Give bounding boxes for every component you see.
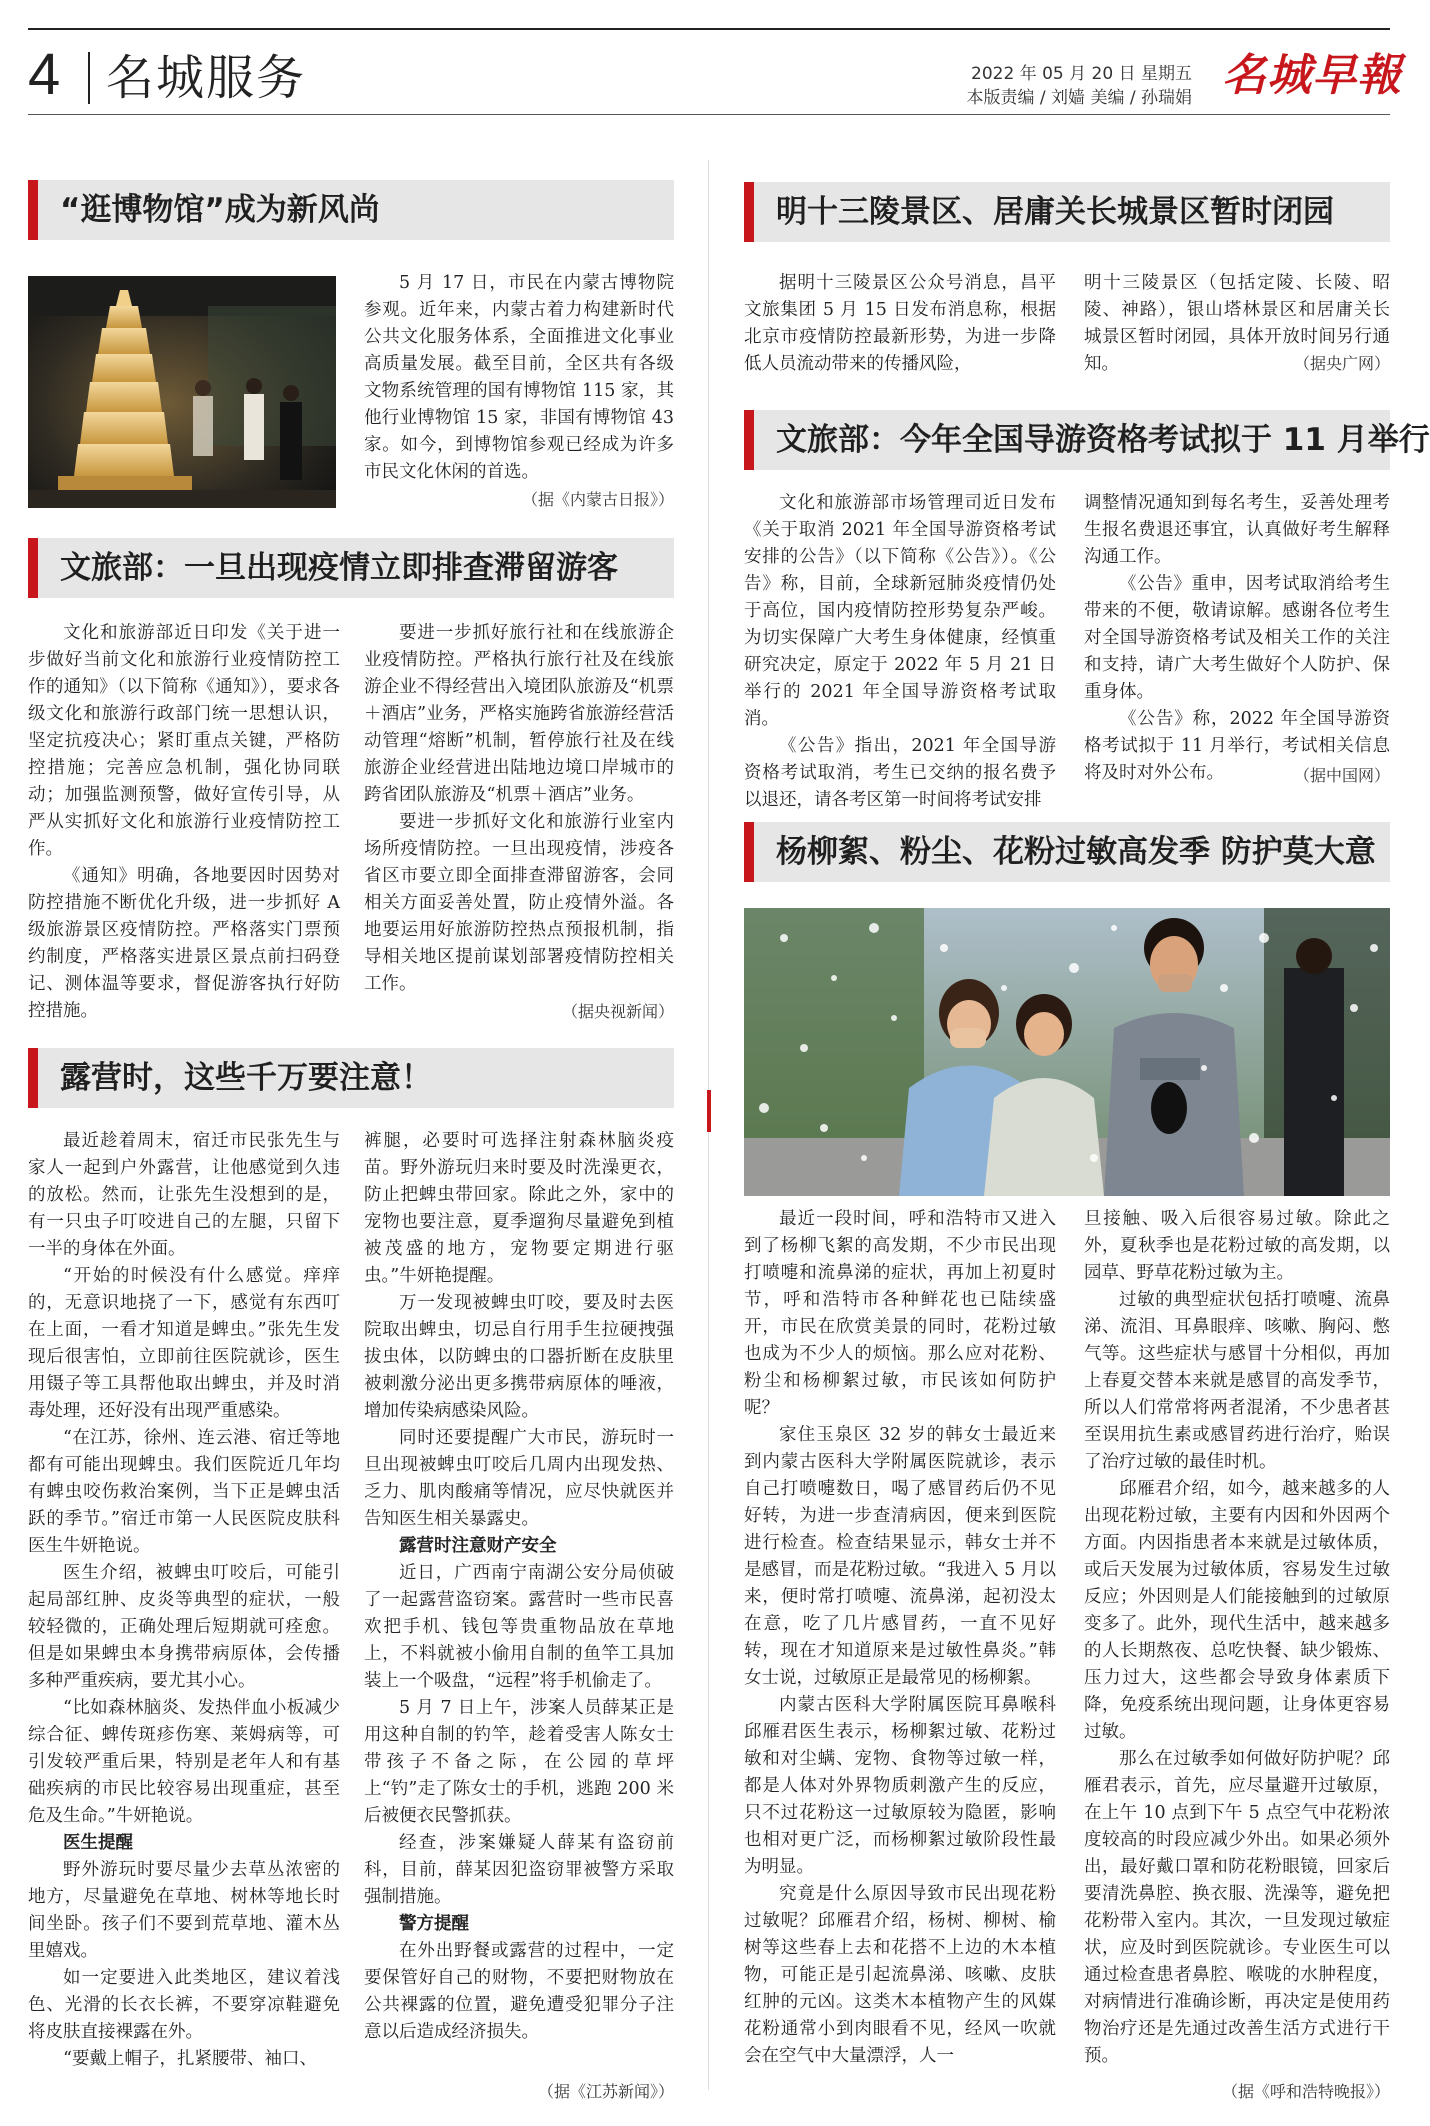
camping-col2 <box>364 1128 674 2074</box>
issue-date: 2022 年 05 月 20 日 星期五 <box>971 64 1192 84</box>
paragraph: 近日，广西南宁南湖公安分局侦破了一起露营盗窃案。露营时一些市民喜欢把手机、钱包等贵重物品放在草地上，不料就被小偷用自制的鱼竿工具加装上一个吸盘，“远程”将手机偷走了。 <box>364 1563 674 1691</box>
paragraph: 那么在过敏季如何做好防护呢？邱雁君表示，首先，应尽量避开过敏原，在上午 10 点到下午 5 点空气中花粉浓度较高的时段应减少外出。如果必须外出，最好戴口罩和防花粉眼镜，回家后要清洗鼻腔、换衣服、洗澡等，避免把花粉带入室内。其次，一旦发现过敏症状，应及时到医院就诊。专业医生可以通过检查患者鼻腔、喉咙的水肿程度，对病情进行准确诊断，再决定是使用药物治疗还是先通过改善生活方式进行干预。 <box>1084 1749 1390 2066</box>
guide-exam-col1 <box>744 490 1056 810</box>
headline-camping <box>28 1048 674 1108</box>
newspaper-logo: 名城早報 <box>1222 50 1402 101</box>
paragraph: 旦接触、吸入后很容易过敏。除此之外，夏秋季也是花粉过敏的高发期，以园草、野草花粉过敏为主。 <box>1084 1209 1390 1283</box>
headline-text: 杨柳絮、粉尘、花粉过敏高发季 防护莫大意 <box>776 834 1376 870</box>
ming-tombs-col1 <box>744 270 1056 382</box>
fold-marker <box>707 1090 711 1132</box>
museum-body <box>364 270 674 496</box>
source-camping: （据《江苏新闻》） <box>537 2082 674 2101</box>
paragraph: 要进一步抓好旅行社和在线旅游企业疫情防控。严格执行旅行社及在线旅游企业不得经营出入境团队旅游及“机票＋酒店”业务，严格实施跨省旅游经营活动管理“熔断”机制，暂停旅行社及在线旅游企业经营进出陆地边境口岸城市的跨省团队旅游及“机票＋酒店”业务。 <box>364 623 674 805</box>
section-title: 名城服务 <box>106 50 307 106</box>
headline-allergy <box>744 822 1390 882</box>
paragraph: 过敏的典型症状包括打喷嚏、流鼻涕、流泪、耳鼻眼痒、咳嗽、胸闷、憋气等。这些症状与感冒十分相似，再加上春夏交替本来就是感冒的高发季节，所以人们常常将两者混淆，不少患者甚至误用抗生素或感冒药进行治疗，贻误了治疗过敏的最佳时机。 <box>1084 1290 1390 1472</box>
paragraph: 要进一步抓好文化和旅游行业室内场所疫情防控。一旦出现疫情，涉疫各省区市要立即全面排查滞留游客，会同相关方面妥善处置，防止疫情外溢。各地要运用好旅游防控热点预报机制，指导相关地区提前谋划部署疫情防控相关工作。 <box>364 812 674 994</box>
photo-museum <box>28 276 336 508</box>
paragraph: 最近一段时间，呼和浩特市又进入到了杨柳飞絮的高发期，不少市民出现打喷嚏和流鼻涕的症状，再加上初夏时节，呼和浩特市各种鲜花也已陆续盛开，市民在欣赏美景的同时，花粉过敏也成为不少人的烦恼。那么应对花粉、粉尘和杨柳絮过敏，市民该如何防护呢？ <box>744 1209 1056 1418</box>
paragraph: 经查，涉案嫌疑人薛某有盗窃前科，目前，薛某因犯盗窃罪被警方采取强制措施。 <box>364 1833 674 1907</box>
paragraph: 邱雁君介绍，如今，越来越多的人出现花粉过敏，主要有内因和外因两个方面。内因指患者本来就是过敏体质，或后天发展为过敏体质，容易发生过敏反应；外因则是人们能接触到的过敏原变多了。此外，现代生活中，越来越多的人长期熬夜、总吃快餐、缺少锻炼、压力过大，这些都会导致身体素质下降，免疫系统出现问题，让身体更容易过敏。 <box>1084 1479 1390 1742</box>
source-ming-tombs: （据央广网） <box>1293 354 1390 373</box>
headline-text: 文旅部：一旦出现疫情立即排查滞留游客 <box>60 550 618 586</box>
paragraph: 家住玉泉区 32 岁的韩女士最近来到内蒙古医科大学附属医院就诊，表示自己打喷嚏数日，喝了感冒药后仍不见好转，为进一步查清病因，便来到医院进行检查。检查结果显示，韩女士并不是感冒，而是花粉过敏。“我进入 5 月以来，便时常打喷嚏、流鼻涕，起初没太在意，吃了几片感冒药，一直不见好转，现在才知道原来是过敏性鼻炎。”韩女士说，过敏原正是最常见的杨柳絮。 <box>744 1425 1056 1688</box>
paragraph: 5 月 7 日上午，涉案人员薛某正是用这种自制的钓竿，趁着受害人陈女士带孩子不备之际，在公园的草坪上“钓”走了陈女士的手机，逃跑 200 米后被便衣民警抓获。 <box>364 1698 674 1826</box>
source-travel-epidemic: （据央视新闻） <box>561 1002 674 1021</box>
paragraph: 明十三陵景区（包括定陵、长陵、昭陵、神路），银山塔林景区和居庸关长城景区暂时闭园，具体开放时间另行通知。 <box>1084 273 1390 374</box>
travel-epidemic-col2 <box>364 620 674 1000</box>
headline-text: “逛博物馆”成为新风尚 <box>60 192 380 228</box>
paragraph: “要戴上帽子，扎紧腰带、袖口、 <box>63 2049 317 2069</box>
headline-text: 文旅部：今年全国导游资格考试拟于 11 月举行 <box>776 422 1430 458</box>
dateline <box>967 62 1192 110</box>
travel-epidemic-col1 <box>28 620 340 1026</box>
paragraph: 《公告》指出，2021 年全国导游资格考试取消，考生已交纳的报名费予以退还，请各考区第一时间将考试安排 <box>744 736 1056 810</box>
headline-guide-exam <box>744 410 1430 470</box>
paragraph: 文化和旅游部近日印发《关于进一步做好当前文化和旅游行业疫情防控工作的通知》（以下简称《通知》），要求各级文化和旅游行政部门统一思想认识，坚定抗疫决心；紧盯重点关键，严格防控措施；完善应急机制，强化协同联动；加强监测预警，做好宣传引导，从严从实抓好文化和旅游行业疫情防控工作。 <box>28 623 340 859</box>
top-rule <box>28 28 1390 30</box>
paragraph: 《公告》称，2022 年全国导游资格考试拟于 11 月举行，考试相关信息将及时对外公布。 <box>1084 709 1390 783</box>
paragraph: 《通知》明确，各地要因时因势对防控措施不断优化升级，进一步抓好 A 级旅游景区疫情防控。严格落实门票预约制度，严格落实进景区景点前扫码登记、测体温等要求，督促游客执行好防控措施。 <box>28 866 340 1021</box>
paragraph: 究竟是什么原因导致市民出现花粉过敏呢？邱雁君介绍，杨树、柳树、榆树等这些春上去和花搭不上边的木本植物，可能正是引起流鼻涕、咳嗽、皮肤红肿的元凶。这类木本植物产生的风媒花粉通常小到肉眼看不见，经风一吹就会在空气中大量漂浮，人一 <box>744 1884 1056 2066</box>
paragraph: 调整情况通知到每名考生，妥善处理考生报名费退还事宜，认真做好考生解释沟通工作。 <box>1084 493 1390 567</box>
paragraph: 据明十三陵景区公众号消息，昌平文旅集团 5 月 15 日发布消息称，根据北京市疫情防控最新形势，为进一步降低人员流动带来的传播风险， <box>744 273 1056 374</box>
source-museum: （据《内蒙古日报》） <box>521 490 674 509</box>
headline-museum <box>28 180 674 240</box>
paragraph: 最近趁着周末，宿迁市民张先生与家人一起到户外露营，让他感觉到久违的放松。然而，让张先生没想到的是，有一只虫子叮咬进自己的左腿，只留下一半的身体在外面。 <box>28 1131 340 1259</box>
source-allergy: （据《呼和浩特晚报》） <box>1221 2082 1390 2101</box>
masthead-divider <box>88 52 90 104</box>
headline-travel-epidemic <box>28 538 674 598</box>
editor-credits: 本版责编 / 刘嫱 美编 / 孙瑞娟 <box>966 88 1192 108</box>
paragraph: 5 月 17 日，市民在内蒙古博物院参观。近年来，内蒙古着力构建新时代公共文化服务体系，全面推进文化事业高质量发展。截至目前，全区共有各级文物系统管理的国有博物馆 115 家，其他行业博物馆 15 家，非国有博物馆 43 家。如今，到博物馆参观已经成为许多市民文化休闲的首选。 <box>364 273 674 482</box>
photo-allergy <box>744 908 1390 1196</box>
paragraph: 在外出野餐或露营的过程中，一定要保管好自己的财物，不要把财物放在公共裸露的位置，避免遭受犯罪分子注意以后造成经济损失。 <box>364 1941 674 2042</box>
subheading-doctor-tips: 医生提醒 <box>63 1833 133 1853</box>
headline-ming-tombs <box>744 182 1390 242</box>
headline-text: 明十三陵景区、居庸关长城景区暂时闭园 <box>776 194 1334 230</box>
subheading-property-safety: 露营时注意财产安全 <box>399 1536 557 1556</box>
page-number: 4 <box>28 42 61 107</box>
source-guide-exam: （据中国网） <box>1293 766 1390 785</box>
allergy-col2 <box>1084 1206 1390 2076</box>
subheading-police-tips: 警方提醒 <box>399 1914 469 1934</box>
paragraph: 文化和旅游部市场管理司近日发布《关于取消 2021 年全国导游资格考试安排的公告》（以下简称《公告》）。《公告》称，目前，全球新冠肺炎疫情仍处于高位，国内疫情防控形势复杂严峻。为切实保障广大考生身体健康，经慎重研究决定，原定于 2022 年 5 月 21 日举行的 2021 年全国导游资格考试取消。 <box>744 493 1056 729</box>
paragraph: 万一发现被蜱虫叮咬，要及时去医院取出蜱虫，切忌自行用手生拉硬拽强拔虫体，以防蜱虫的口器折断在皮肤里被刺激分泌出更多携带病原体的唾液，增加传染病感染风险。 <box>364 1293 674 1421</box>
paragraph: 裤腿，必要时可选择注射森林脑炎疫苗。野外游玩归来时要及时洗澡更衣，防止把蜱虫带回家。除此之外，家中的宠物也要注意，夏季遛狗尽量避免到植被茂盛的地方，宠物要定期进行驱虫。”牛妍艳提醒。 <box>364 1131 674 1286</box>
catkins-street-photo <box>744 908 1390 1196</box>
paragraph: “比如森林脑炎、发热伴血小板减少综合征、蜱传斑疹伤寒、莱姆病等，可引发较严重后果，特别是老年人和有基础疾病的市民比较容易出现重症，甚至危及生命。”牛妍艳说。 <box>28 1698 340 1826</box>
paragraph: 如一定要进入此类地区，建议着浅色、光滑的长衣长裤，不要穿凉鞋避免将皮肤直接裸露在外。 <box>28 1968 340 2042</box>
paragraph: 《公告》重申，因考试取消给考生带来的不便，敬请谅解。感谢各位考生对全国导游资格考试及相关工作的关注和支持，请广大考生做好个人防护、保重身体。 <box>1084 574 1390 702</box>
paragraph: “开始的时候没有什么感觉。痒痒的，无意识地挠了一下，感觉有东西叮在上面，一看才知道是蜱虫。”张先生发现后很害怕，立即前往医院就诊，医生用镊子等工具帮他取出蜱虫，并及时消毒处理，还好没有出现严重感染。 <box>28 1266 340 1421</box>
paragraph: 内蒙古医科大学附属医院耳鼻喉科邱雁君医生表示，杨柳絮过敏、花粉过敏和对尘螨、宠物、食物等过敏一样，都是人体对外界物质刺激产生的反应，只不过花粉这一过敏原较为隐匿，影响也相对更广泛，而杨柳絮过敏阶段性最为明显。 <box>744 1695 1056 1877</box>
headline-text: 露营时，这些千万要注意！ <box>60 1060 432 1096</box>
camping-col1 <box>28 1128 340 2108</box>
paragraph: 医生介绍，被蜱虫叮咬后，可能引起局部红肿、皮炎等典型的症状，一般较轻微的，正确处理后短期就可痊愈。但是如果蜱虫本身携带病原体，会传播多种严重疾病，要尤其小心。 <box>28 1563 340 1691</box>
masthead-rule <box>28 114 1390 115</box>
pagoda-photo <box>28 276 336 508</box>
paragraph: “在江苏，徐州、连云港、宿迁等地都有可能出现蜱虫。我们医院近几年均有蜱虫咬伤救治案例，当下正是蜱虫活跃的季节。”宿迁市第一人民医院皮肤科医生牛妍艳说。 <box>28 1428 340 1556</box>
allergy-col1 <box>744 1206 1056 2110</box>
paragraph: 同时还要提醒广大市民，游玩时一旦出现被蜱虫叮咬后几周内出现发热、乏力、肌肉酸痛等情况，应尽快就医并告知医生相关暴露史。 <box>364 1428 674 1529</box>
paragraph: 野外游玩时要尽量少去草丛浓密的地方，尽量避免在草地、树林等地长时间坐卧。孩子们不要到荒草地、灌木丛里嬉戏。 <box>28 1860 340 1961</box>
